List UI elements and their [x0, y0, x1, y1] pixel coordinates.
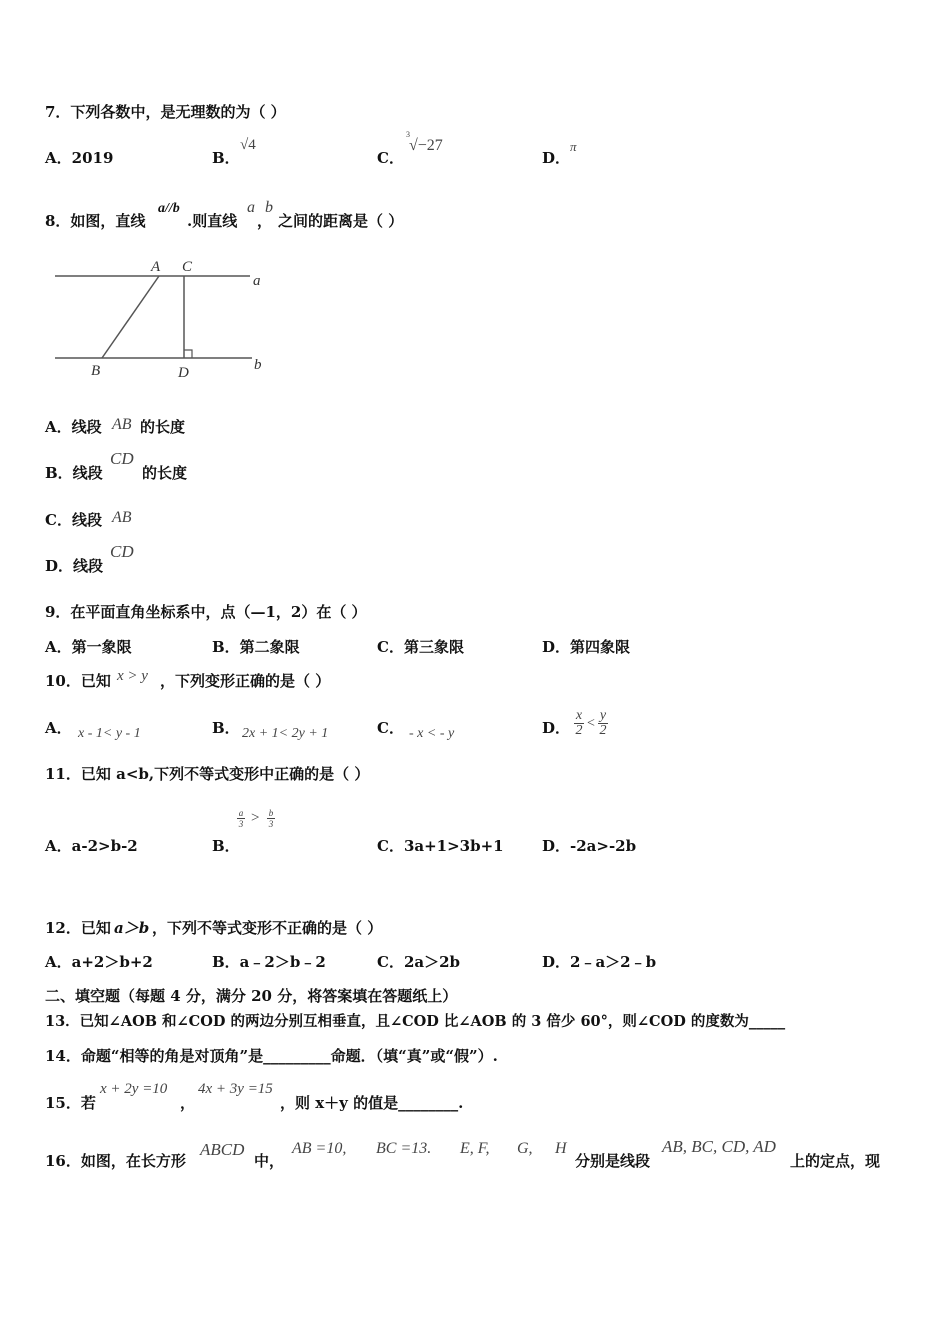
q15-stem-1: 15．若: [45, 1094, 96, 1112]
q7-option-c-math: √−27: [409, 137, 443, 154]
q12-option-b: B．a﹣2＞b﹣2: [212, 953, 326, 971]
q7-option-d-math: π: [570, 139, 577, 154]
label-D: D: [178, 365, 189, 381]
q10-option-b-math: 2x + 1< 2y + 1: [242, 726, 329, 741]
q10-d-den1: 2: [575, 723, 583, 738]
segment-ab: [102, 276, 159, 358]
q16-stem-4: 上的定点，现: [790, 1152, 881, 1170]
q12-stem-1: 12．已知: [45, 919, 111, 937]
q11-b-den1: 3: [238, 819, 244, 829]
label-B: B: [91, 363, 101, 379]
q11-b-num2: b: [268, 808, 274, 818]
q11-option-a: A．a-2>b-2: [45, 837, 138, 855]
right-angle-mark: [184, 350, 192, 358]
q15-comma: ，: [180, 1094, 196, 1112]
q9-stem: 9．在平面直角坐标系中，点（—1，2）在（ ）: [45, 603, 367, 621]
q8-option-a-suffix: 的长度: [140, 418, 186, 436]
q8-option-b-label: B．线段: [45, 464, 103, 482]
q8-stem-2: .则直线: [187, 212, 238, 230]
q10-option-d-frac-1: [574, 709, 584, 738]
q15-math-1: x + 2y =10: [100, 1081, 168, 1097]
q16-stem-2: 中，: [254, 1152, 285, 1170]
q10-option-b: B．: [212, 719, 240, 737]
q8-option-a-math: AB: [112, 416, 132, 433]
q10-stem-1: 10．已知: [45, 672, 111, 690]
label-C: C: [182, 259, 193, 275]
q8-math-a: a: [247, 199, 255, 216]
q16-math-abcd: ABCD: [200, 1140, 245, 1159]
q8-stem-3: ，: [257, 212, 273, 230]
q8-option-c-label: C．线段: [45, 511, 102, 529]
q10-d-num2: y: [599, 708, 607, 723]
q7-stem: 7．下列各数中，是无理数的为（ ）: [45, 103, 286, 121]
q9-option-b: B．第二象限: [212, 638, 300, 656]
q12-stem-2: ，下列不等式变形不正确的是（ ）: [152, 919, 383, 937]
q15-stem-2: ，则 x＋y 的值是________.: [280, 1094, 464, 1112]
q16-math-ef: E, F,: [460, 1140, 490, 1157]
q10-option-d-op: <: [587, 716, 595, 731]
label-a: a: [253, 273, 261, 289]
q9-option-c: C．第三象限: [377, 638, 464, 656]
label-A: A: [151, 259, 161, 275]
q12-math: a＞b: [114, 919, 150, 937]
q8-option-b-math: CD: [110, 449, 134, 468]
q7-option-c-index: 3: [406, 130, 410, 139]
q12-option-c: C．2a＞2b: [377, 953, 461, 971]
q8-math-parallel: a//b: [158, 201, 180, 216]
q8-math-b: b: [265, 199, 273, 216]
q10-option-a-math: x - 1< y - 1: [78, 726, 141, 741]
q10-option-a: A．: [45, 719, 72, 737]
q10-option-d: D．: [542, 719, 571, 737]
q16-math-segments: AB, BC, CD, AD: [662, 1137, 776, 1156]
q16-stem-3: 分别是线段: [575, 1152, 651, 1170]
q16-stem-1: 16．如图，在长方形: [45, 1152, 186, 1170]
q14: 14．命题“相等的角是对顶角”是_________命题．（填“真”或“假”）.: [45, 1047, 498, 1065]
q10-math: x > y: [117, 668, 148, 684]
q7-option-c: C．: [377, 149, 404, 167]
q11-option-c: C．3a+1>3b+1: [377, 837, 504, 855]
q16-math-h: H: [555, 1140, 567, 1157]
q11-option-b-op: >: [251, 810, 260, 826]
q7-option-a: A．2019: [45, 149, 114, 167]
q11-option-b: B．: [212, 837, 240, 855]
q15-math-2: 4x + 3y =15: [198, 1081, 273, 1097]
q9-option-d: D．第四象限: [542, 638, 631, 656]
q11-b-den2: 3: [268, 819, 274, 829]
q11-option-b-frac-1: [237, 808, 245, 829]
q10-option-c: C．: [377, 719, 404, 737]
q8-option-d-label: D．线段: [45, 557, 104, 575]
q11-option-b-frac-2: [267, 808, 275, 829]
q9-option-a: A．第一象限: [45, 638, 132, 656]
q7-option-d: D．: [542, 149, 571, 167]
q7-option-b-math: √4: [240, 137, 256, 153]
q10-option-d-frac-2: [598, 709, 608, 738]
q8-option-a-label: A．线段: [45, 418, 102, 436]
label-b: b: [254, 357, 262, 373]
q8-stem-4: 之间的距离是（ ）: [278, 212, 404, 230]
q11-stem: 11．已知 a<b,下列不等式变形中正确的是（ ）: [45, 765, 370, 783]
q16-math-bc: BC =13.: [376, 1140, 432, 1157]
q10-option-c-math: - x < - y: [409, 726, 455, 741]
q8-stem-1: 8．如图，直线: [45, 212, 146, 230]
q10-stem-2: ，下列变形正确的是（ ）: [160, 672, 331, 690]
q10-d-den2: 2: [599, 723, 607, 738]
q8-option-c-math: AB: [112, 509, 132, 526]
q8-option-d-math: CD: [110, 542, 134, 561]
q16-math-ab: AB =10,: [292, 1140, 347, 1157]
section-2-heading: 二、填空题（每题 4 分，满分 20 分，将答案填在答题纸上）: [45, 987, 458, 1005]
q10-d-num1: x: [575, 708, 583, 723]
q8-figure: [50, 252, 280, 384]
q11-b-num1: a: [238, 808, 244, 818]
q11-option-d: D．-2a>-2b: [542, 837, 637, 855]
q12-option-d: D．2﹣a＞2﹣b: [542, 953, 657, 971]
q8-option-b-suffix: 的长度: [142, 464, 188, 482]
q12-option-a: A．a+2＞b+2: [45, 953, 153, 971]
q13: 13．已知∠AOB 和∠COD 的两边分别互相垂直，且∠COD 比∠AOB 的 3 倍少 60°，则∠COD 的度数为_____: [45, 1013, 786, 1030]
q7-option-b: B．: [212, 149, 240, 167]
q16-math-g: G,: [517, 1140, 533, 1157]
